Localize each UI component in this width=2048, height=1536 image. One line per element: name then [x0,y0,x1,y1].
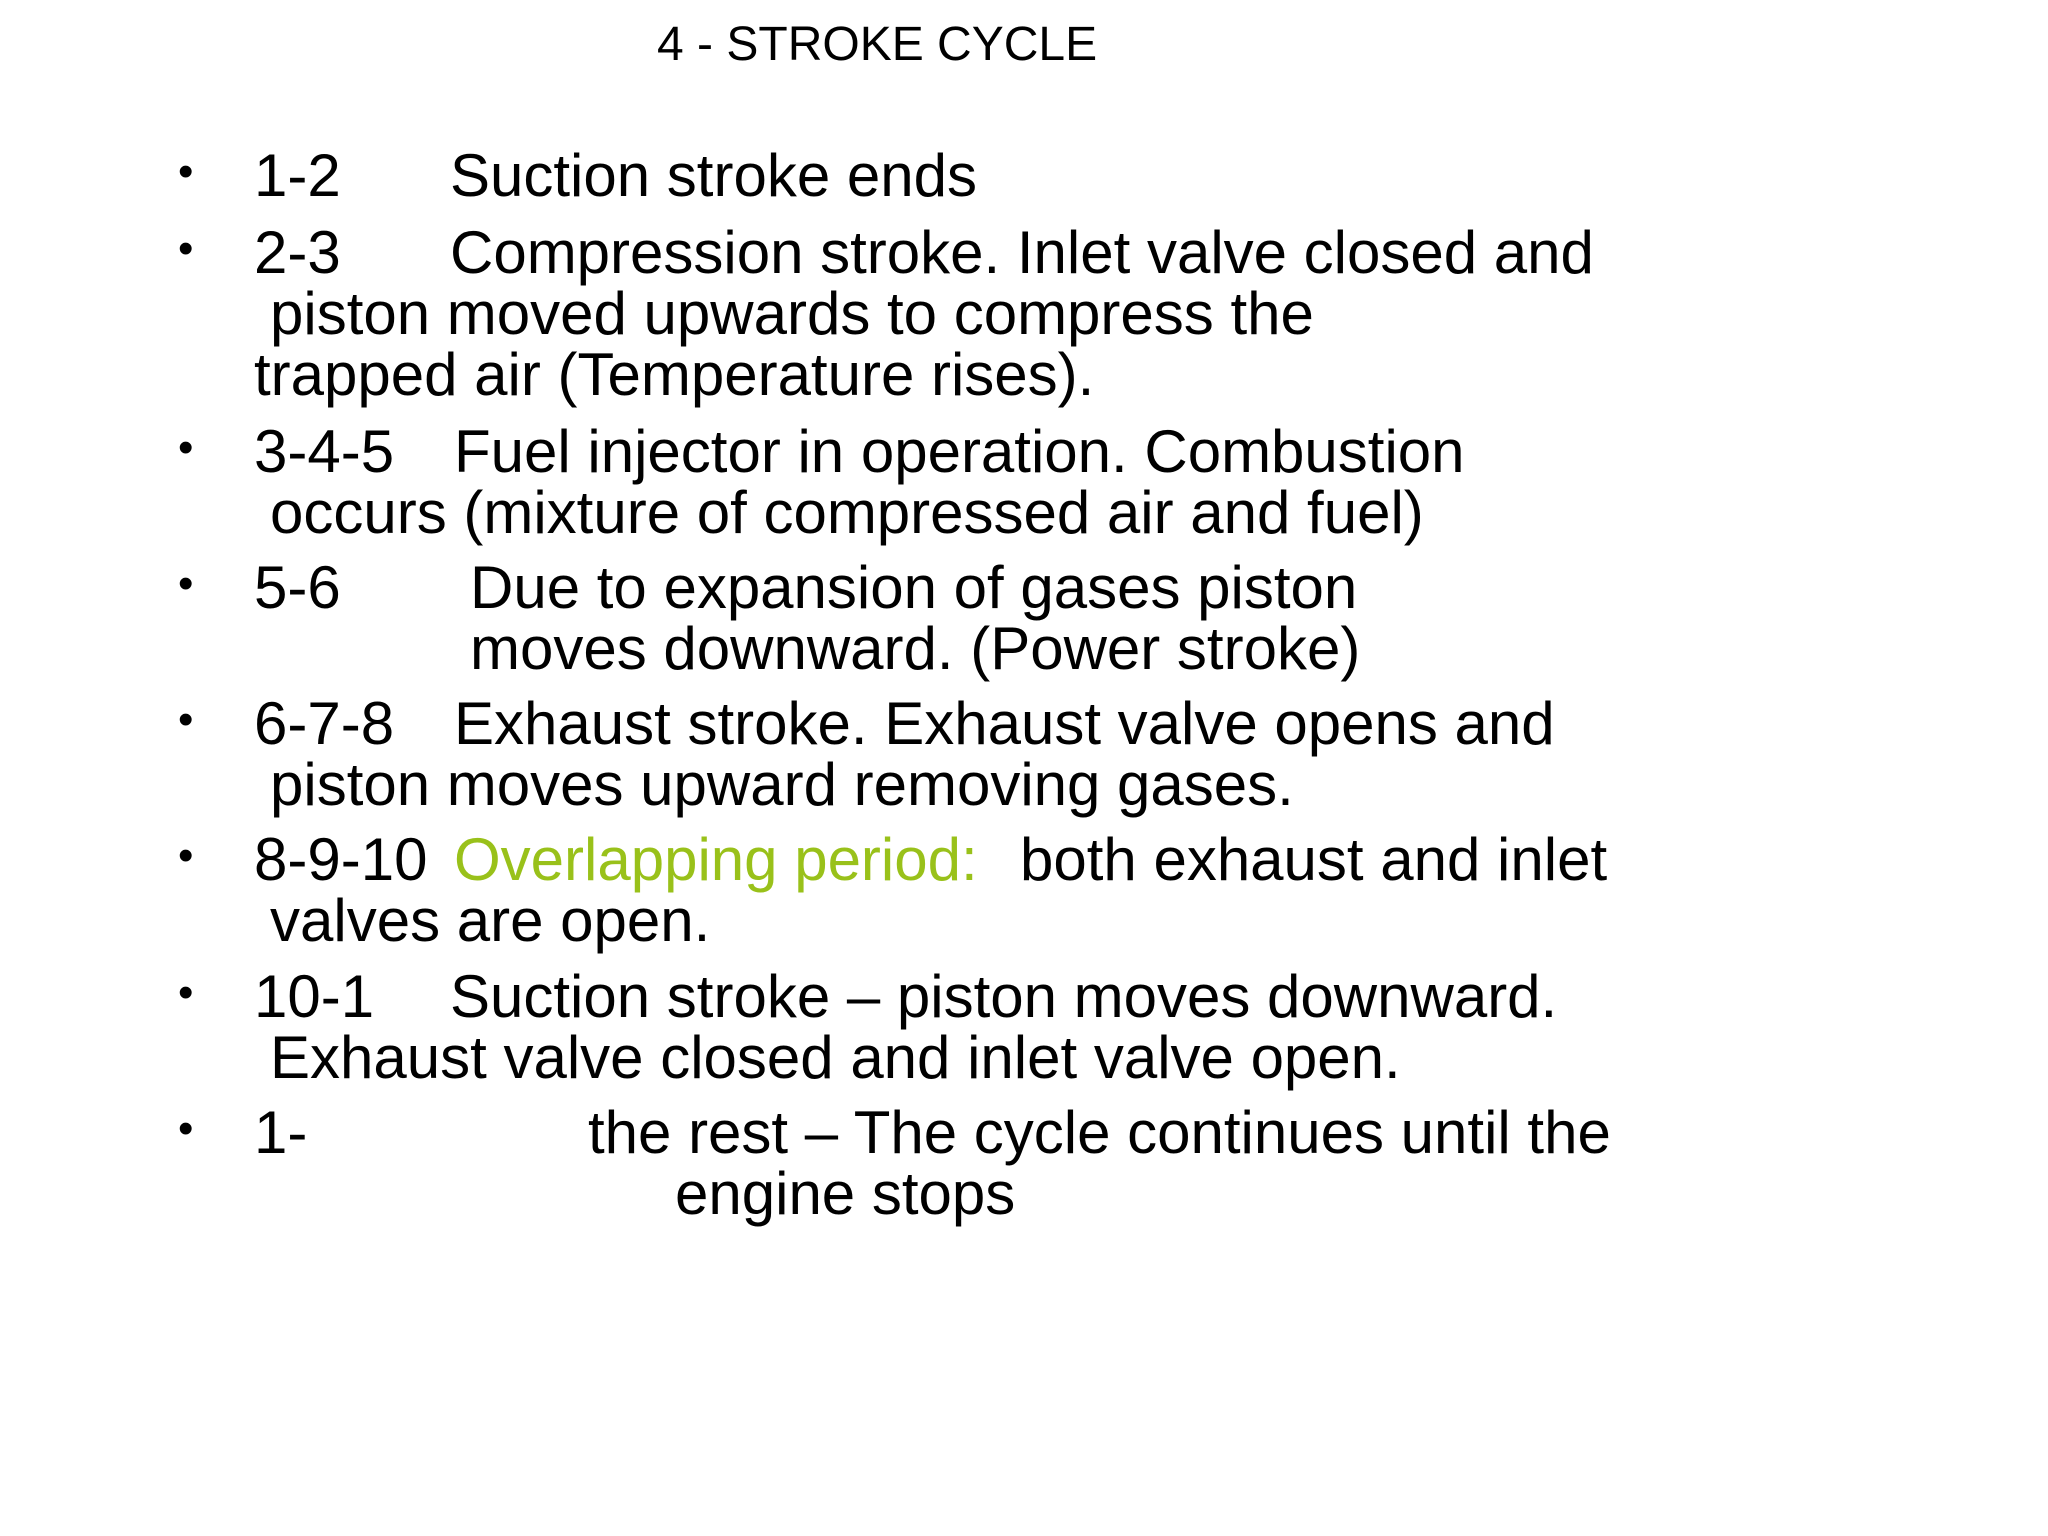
step-description-continued: trapped air (Temperature rises). [254,341,1095,408]
step-description: Suction stroke – piston moves downward. [450,963,1558,1030]
step-description: Fuel injector in operation. Combustion [454,418,1465,485]
step-description: Due to expansion of gases piston [470,554,1358,621]
step-description: Exhaust stroke. Exhaust valve opens and [454,690,1555,757]
step-description-continued: valves are open. [270,887,711,954]
step-range: 10-1 [254,963,375,1030]
step-description: Suction stroke ends [450,142,977,209]
step-range: 5-6 [254,554,341,621]
step-description: Compression stroke. Inlet valve closed and [450,219,1594,286]
bullet-marker: • [178,968,194,1017]
bullet-marker: • [178,831,194,880]
step-description-continued: piston moves upward removing gases. [270,751,1294,818]
step-range: 8-9-10 [254,826,428,893]
step-description-continued: engine stops [675,1160,1016,1227]
bullet-marker: • [178,423,194,472]
slide-title: 4 - STROKE CYCLE [657,18,1098,71]
step-description-continued: Exhaust valve closed and inlet valve open. [270,1024,1401,1091]
step-range: 2-3 [254,219,341,286]
bullet-marker: • [178,224,194,273]
step-description: both exhaust and inlet [1020,826,1608,893]
step-description: the rest – The cycle continues until the [588,1099,1611,1166]
step-description-continued: moves downward. (Power stroke) [470,615,1361,682]
step-range: 6-7-8 [254,690,395,757]
step-range: 1-2 [254,142,341,209]
bullet-marker: • [178,695,194,744]
bullet-marker: • [178,1104,194,1153]
step-description-continued: occurs (mixture of compressed air and fuel) [270,479,1424,546]
bullet-marker: • [178,559,194,608]
highlight-term: Overlapping period: [454,826,978,893]
bullet-marker: • [178,147,194,196]
step-range: 1- [254,1099,308,1166]
step-range: 3-4-5 [254,418,395,485]
step-description-continued: piston moved upwards to compress the [270,280,1314,347]
